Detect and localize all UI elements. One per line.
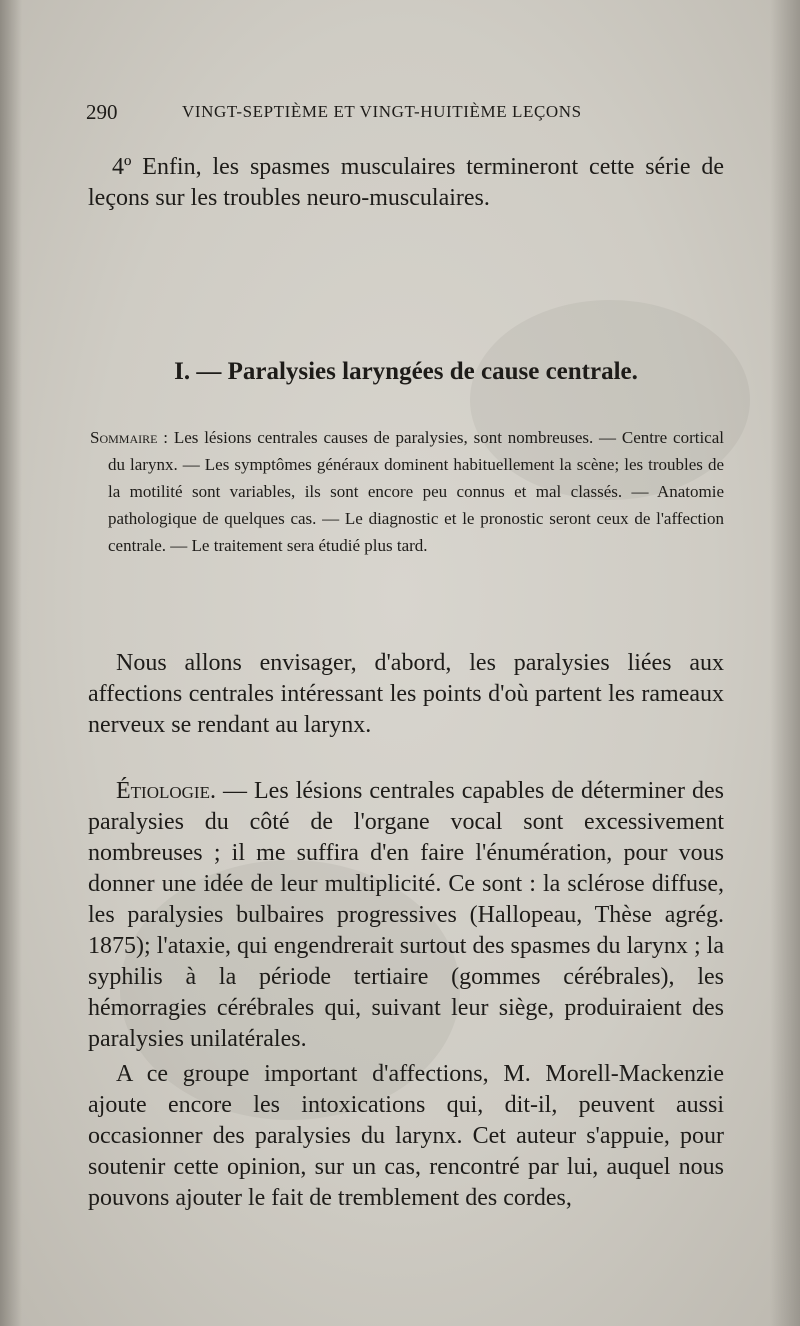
running-title: VINGT-SEPTIÈME ET VINGT-HUITIÈME LEÇONS [182,102,582,121]
page-number: 290 [86,100,118,124]
body-paragraph-2 [88,776,724,1055]
etiology-label: Étiologie. [116,778,216,804]
summary-text: : Les lésions centrales causes de paralysies, sont nombreuses. — Centre cortical du larynx. — Les symptômes généraux dominent habituellement la scène; les troubles de la motilité sont variables, ils sont encore peu connus et mal classés. — Anatomie pathologique de quelques cas. — Le diagnostic et le pronostic seront ceux de l'affection centrale. — Le traitement sera étudié plus tard. [108,428,724,555]
paragraph-3-text: A ce groupe important d'affections, M. Morell-Mackenzie ajoute encore les intoxications qui, dit-il, peuvent aussi occasionner des paralysies du larynx. Cet auteur s'appuie, pour soutenir cette opinion, sur un cas, rencontré par lui, auquel nous pouvons ajouter le fait de tremblement des cordes, [88,1061,724,1211]
summary-block [90,424,724,559]
body-paragraph-1 [88,648,724,741]
page-shadow-left [0,0,22,1326]
paragraph-2 [88,776,724,1055]
running-header [86,100,726,130]
summary-label: Sommaire [90,428,158,447]
summary-paragraph [90,424,724,559]
paragraph-1-text: Nous allons envisager, d'abord, les paralysies liées aux affections centrales intéressant les points d'où partent les rameaux nerveux se rendant au larynx. [88,650,724,738]
intro-paragraph [88,152,724,214]
body-paragraph-3 [88,1059,724,1214]
section-title: I. — Paralysies laryngées de cause centrale. [174,358,638,385]
intro-text: 4º Enfin, les spasmes musculaires termineront cette série de leçons sur les troubles neuro-musculaires. [88,154,724,211]
page-shadow-right [770,0,800,1326]
paragraph-2-text: — Les lésions centrales capables de déterminer des paralysies du côté de l'organe vocal sont excessivement nombreuses ; il me suffira d'en faire l'énumération, pour vous donner une idée de leur multiplicité. Ce sont : la sclérose diffuse, les paralysies bulbaires progressives (Hallopeau, Thèse agrég. 1875); l'ataxie, qui engendrerait surtout des spasmes du larynx ; la syphilis à la période tertiaire (gommes cérébrales), les hémorragies cérébrales qui, suivant leur siège, produiraient des paralysies unilatérales. [88,778,724,1052]
